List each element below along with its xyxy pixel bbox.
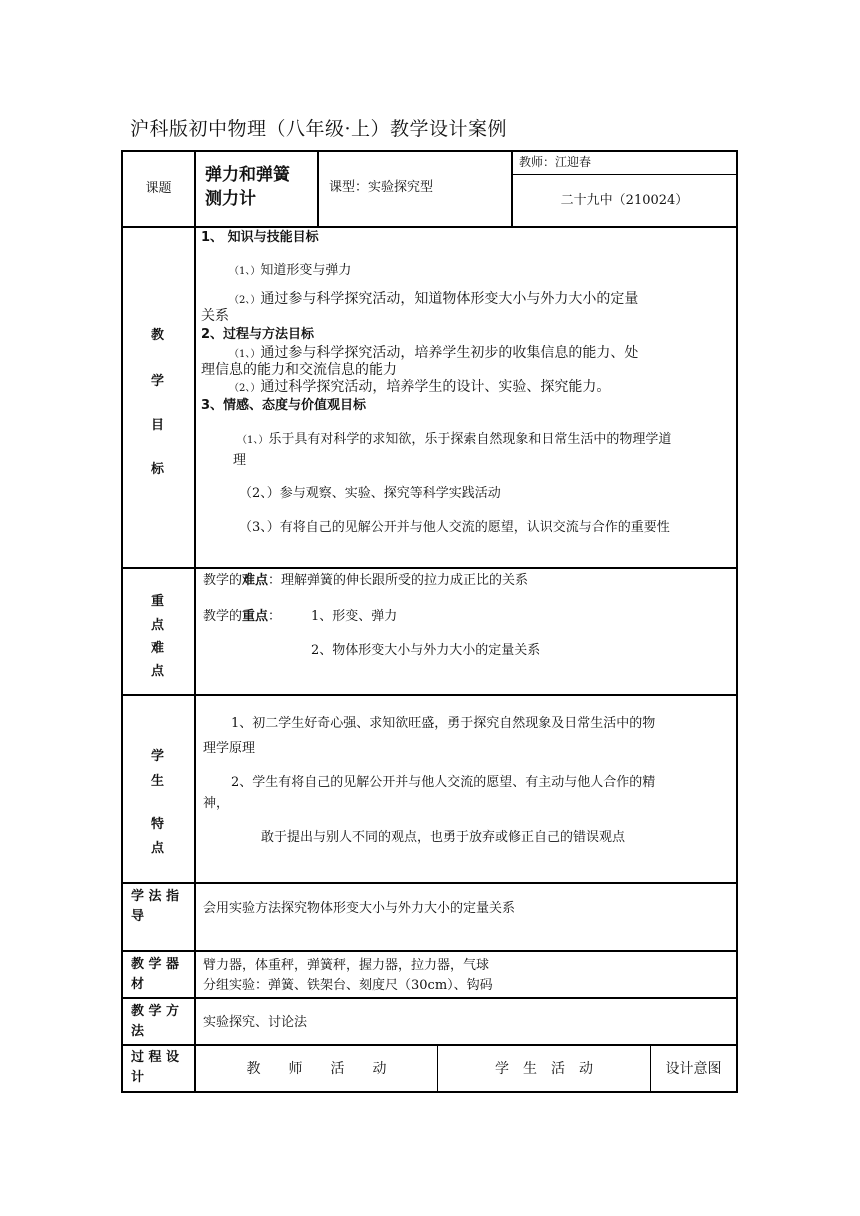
- students-side-label-char: 特: [151, 817, 165, 832]
- teacher-name: 教师：江迎春: [519, 155, 592, 169]
- keypoints-side-label-char: 点: [151, 618, 165, 633]
- lesson-type: 课型：实验探究型: [329, 180, 434, 195]
- row-divider: [121, 1044, 738, 1046]
- students-side-label-char: 点: [151, 841, 165, 856]
- equipment-line: 臂力器，体重秤，弹簧秤，握力器，拉力器，气球: [203, 958, 490, 973]
- equipment-label-line2: 材: [131, 977, 145, 992]
- equipment-line: 分组实验：弹簧、铁架台、刻度尺（30cm）、钩码: [203, 978, 493, 993]
- teacher-row-divider: [511, 174, 738, 175]
- keypoints-side-label-char: 重: [151, 594, 165, 609]
- goal-item-text: 通过参与科学探究活动，培养学生初步的收集信息的能力、处: [260, 345, 639, 361]
- difficulty-text: ：理解弹簧的伸长跟所受的拉力成正比的关系: [268, 573, 529, 588]
- goal-item-number: （2、）: [229, 295, 261, 306]
- topic-label: 课题: [145, 181, 172, 196]
- study-method-label-line2: 导: [131, 909, 145, 924]
- keypoints-side-label-char: 难: [151, 641, 165, 656]
- topic-value: [205, 163, 290, 211]
- difficulty-prefix: 教学的: [203, 573, 243, 588]
- process-label: [131, 1048, 179, 1088]
- column-divider: [317, 150, 319, 227]
- goal-item-number: （1、）: [237, 435, 269, 446]
- row-divider: [121, 950, 738, 952]
- equipment-label: [131, 955, 179, 995]
- students-side-label-char: 学: [151, 749, 165, 764]
- goals-side-label-char: 目: [151, 418, 165, 433]
- goal-item-text: 通过参与科学探究活动，知道物体形变大小与外力大小的定量: [260, 291, 639, 307]
- key-prefix: 教学的: [203, 609, 243, 624]
- goal-item: [229, 290, 638, 309]
- document-title: 沪科版初中物理（八年级·上）教学设计案例: [130, 118, 508, 140]
- topic-value-line2: 测力计: [205, 189, 256, 209]
- row-divider: [121, 226, 738, 228]
- topic-value-line1: 弹力和弹簧: [205, 165, 290, 185]
- study-method-label-line1: 学 法 指: [131, 889, 180, 904]
- difficulty-label: 难点: [242, 573, 269, 588]
- teaching-method-text: 实验探究、讨论法: [203, 1015, 308, 1030]
- goals-side-label-char: 学: [151, 374, 165, 389]
- goal-item-continued: 理: [233, 453, 247, 468]
- table-border-right: [736, 150, 738, 1093]
- row-divider: [121, 882, 738, 884]
- equipment-list: [203, 956, 493, 996]
- process-label-line2: 计: [131, 1070, 145, 1085]
- study-method-label: [131, 887, 179, 927]
- key-point-line: [203, 608, 281, 626]
- key-point-item: 1、形变、弹力: [311, 609, 398, 624]
- key-colon: ：: [268, 609, 282, 624]
- student-activity-header: 学 生 活 动: [495, 1061, 593, 1077]
- row-divider: [121, 694, 738, 696]
- goal-item: （2、）参与观察、实验、探究等科学实践活动: [239, 486, 501, 501]
- keypoints-side-label-char: 点: [151, 664, 165, 679]
- lesson-plan-table: [121, 150, 738, 1093]
- key-label: 重点: [242, 609, 269, 624]
- teaching-method-label: [131, 1002, 179, 1042]
- goal-section-title: 2、过程与方法目标: [201, 327, 315, 342]
- teaching-method-label-line1: 教 学 方: [131, 1004, 180, 1019]
- design-intent-header: 设计意图: [665, 1061, 722, 1077]
- teaching-method-label-line2: 法: [131, 1024, 145, 1039]
- goal-section-title: 3、情感、态度与价值观目标: [201, 398, 367, 413]
- goal-item-text: 乐于具有对科学的求知欲，乐于探索自然现象和日常生活中的物理学道: [268, 432, 672, 447]
- goal-item: [229, 262, 351, 280]
- table-border-left: [121, 150, 123, 1093]
- goals-side-label-char: 标: [151, 462, 165, 477]
- goal-item: [229, 378, 610, 397]
- key-point-item: 2、物体形变大小与外力大小的定量关系: [311, 643, 541, 658]
- student-trait-paragraph: 1、初二学生好奇心强、求知欲旺盛，勇于探究自然现象及日常生活中的物: [231, 716, 656, 731]
- goal-item-text: 通过科学探究活动，培养学生的设计、实验、探究能力。: [260, 379, 611, 395]
- student-trait-paragraph-continued: 神，: [203, 796, 230, 811]
- study-method-text: 会用实验方法探究物体形变大小与外力大小的定量关系: [203, 901, 516, 916]
- goal-item-continued: 关系: [201, 308, 229, 324]
- students-side-label-char: 生: [151, 774, 165, 789]
- difficulty-line: [203, 572, 528, 590]
- student-trait-paragraph: 2、学生有将自己的见解公开并与他人交流的愿望、有主动与他人合作的精: [231, 775, 656, 790]
- goal-item-number: （2、）: [229, 383, 261, 394]
- table-border-bottom: [121, 1091, 738, 1093]
- goal-item: （3、）有将自己的见解公开并与他人交流的愿望，认识交流与合作的重要性: [239, 520, 670, 535]
- goal-item-continued: 理信息的能力和交流信息的能力: [201, 362, 397, 378]
- goal-item-number: （1、）: [229, 349, 261, 360]
- row-divider: [121, 997, 738, 999]
- school-name: 二十九中（210024）: [560, 193, 689, 208]
- goal-item-number: （1、）: [229, 266, 261, 277]
- goal-item-text: 知道形变与弹力: [260, 263, 352, 278]
- equipment-label-line1: 教 学 器: [131, 957, 180, 972]
- goal-item: [237, 431, 671, 449]
- teacher-activity-header: 教 师 活 动: [246, 1061, 387, 1077]
- column-divider: [194, 150, 196, 1093]
- column-divider: [511, 150, 513, 227]
- student-trait-paragraph-continued: 理学原理: [203, 741, 256, 756]
- row-divider: [121, 567, 738, 569]
- goal-section-title: 1、 知识与技能目标: [201, 230, 319, 245]
- student-trait-paragraph: 敢于提出与别人不同的观点，也勇于放弃或修正自己的错误观点: [261, 830, 626, 845]
- goals-side-label-char: 教: [151, 328, 165, 343]
- process-label-line1: 过 程 设: [131, 1050, 180, 1065]
- table-border-top: [121, 150, 738, 152]
